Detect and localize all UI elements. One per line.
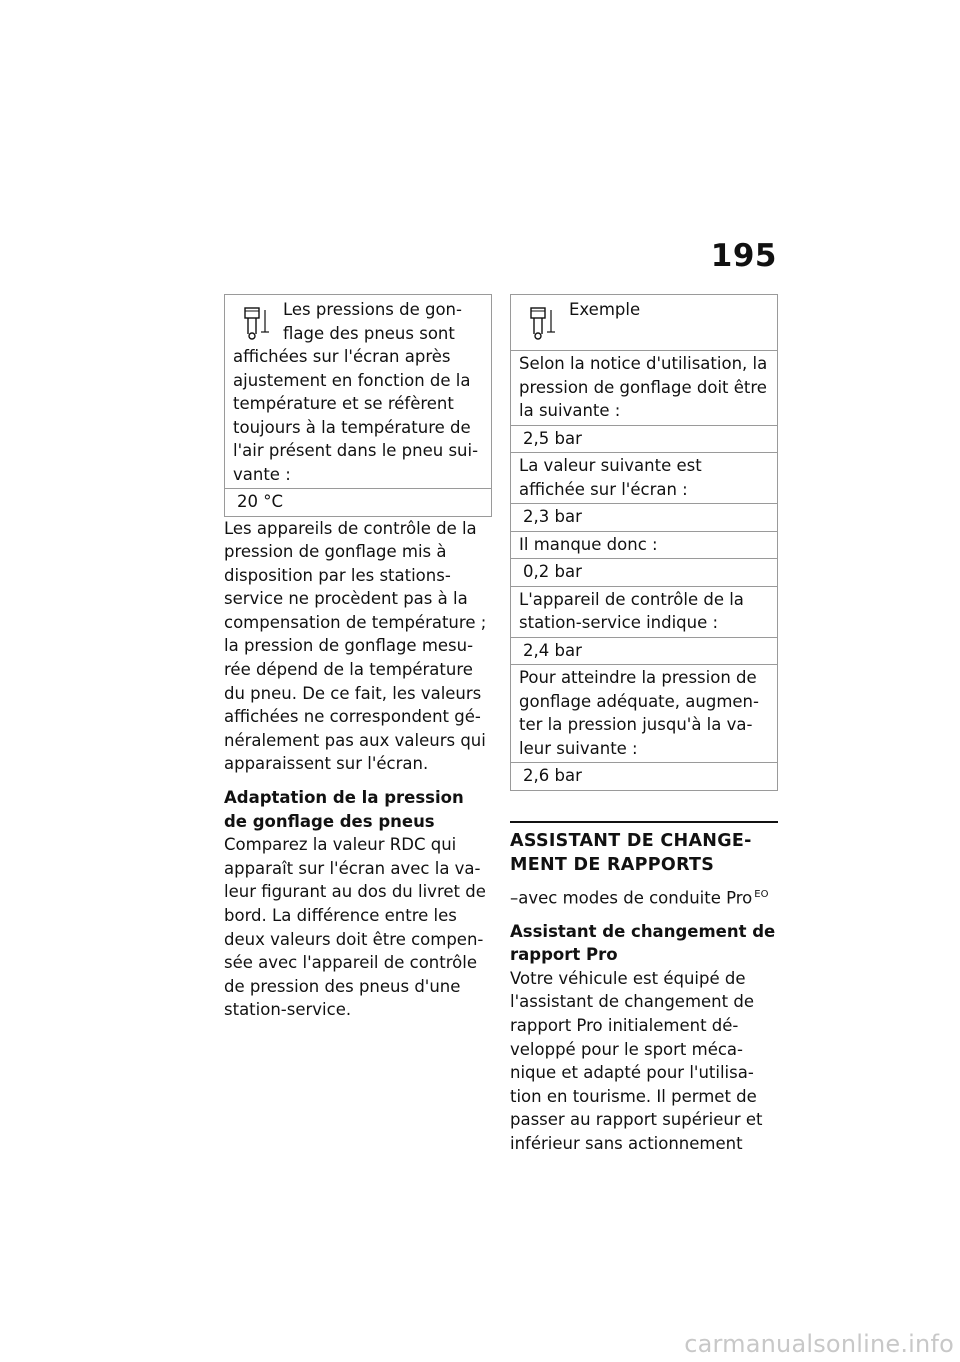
tire-gauge-icon bbox=[525, 302, 561, 342]
bullet-riding-modes bbox=[510, 883, 778, 910]
bullet-text: –avec modes de conduite Pro bbox=[510, 888, 753, 907]
note-value: 20 °C bbox=[225, 488, 491, 516]
paragraph-compare-rdc: Comparez la valeur RDC qui apparaît sur l'écran avec la va-leur figurant au dos du livret de bord. La différence entre les deux valeurs doit être compen-sée avec l'appareil de contrôle de pression des pneus d'une station-service. bbox=[224, 835, 486, 1020]
right-column bbox=[510, 294, 778, 1156]
note-text-row bbox=[225, 295, 491, 488]
note-text: Les pressions de gon-flage des pneus sont affichées sur l'écran après ajustement en fonction de la température et se réfèrent toujours à la température de l'air présent dans le pneu sui-vante : bbox=[233, 300, 479, 484]
example-value: 0,2 bar bbox=[511, 558, 777, 586]
tire-pressure-note-box bbox=[224, 294, 492, 517]
heading-pressure-adaptation: Adaptation de la pression de gonflage des pneus bbox=[224, 788, 464, 831]
bullet-superscript: EO bbox=[754, 888, 769, 900]
paragraph-gear-assistant: Votre véhicule est équipé de l'assistant de changement de rapport Pro initialement dé-veloppé pour le sport méca-nique et adapté pour l'utilisa-tion en tourisme. Il permet de passer au rapport supérieur et inférieur sans actionnement bbox=[510, 968, 763, 1153]
example-title-row bbox=[511, 295, 777, 350]
example-row: La valeur suivante est affichée sur l'écran : bbox=[511, 452, 777, 503]
paragraph-station-devices: Les appareils de contrôle de la pression de gonflage mis à disposition par les stations-service ne procèdent pas à la compensation de température ; la pression de gonflage mesu-rée dépend de la température du pneu. De ce fait, les valeurs affichées ne correspondent gé-néralement pas aux valeurs qui apparaissent sur l'écran. bbox=[224, 518, 487, 774]
example-value: 2,3 bar bbox=[511, 503, 777, 531]
example-value: 2,5 bar bbox=[511, 425, 777, 453]
section-title-gear-assistant: ASSISTANT DE CHANGE-MENT DE RAPPORTS bbox=[510, 821, 778, 877]
watermark-text: carmanualsonline.info bbox=[684, 1330, 954, 1358]
example-value: 2,4 bar bbox=[511, 637, 777, 665]
tire-gauge-icon bbox=[239, 302, 275, 342]
page-number: 195 bbox=[710, 238, 777, 274]
example-value: 2,6 bar bbox=[511, 762, 777, 790]
left-column bbox=[224, 294, 492, 1022]
example-box bbox=[510, 294, 778, 791]
example-row: Pour atteindre la pression de gonflage adéquate, augmen-ter la pression jusqu'à la va-leur suivante : bbox=[511, 664, 777, 762]
example-row: Il manque donc : bbox=[511, 531, 777, 559]
example-title: Exemple bbox=[569, 300, 641, 319]
example-row: L'appareil de contrôle de la station-service indique : bbox=[511, 586, 777, 637]
heading-gear-assistant-pro: Assistant de changement de rapport Pro bbox=[510, 921, 776, 965]
example-row: Selon la notice d'utilisation, la pression de gonflage doit être la suivante : bbox=[511, 350, 777, 425]
